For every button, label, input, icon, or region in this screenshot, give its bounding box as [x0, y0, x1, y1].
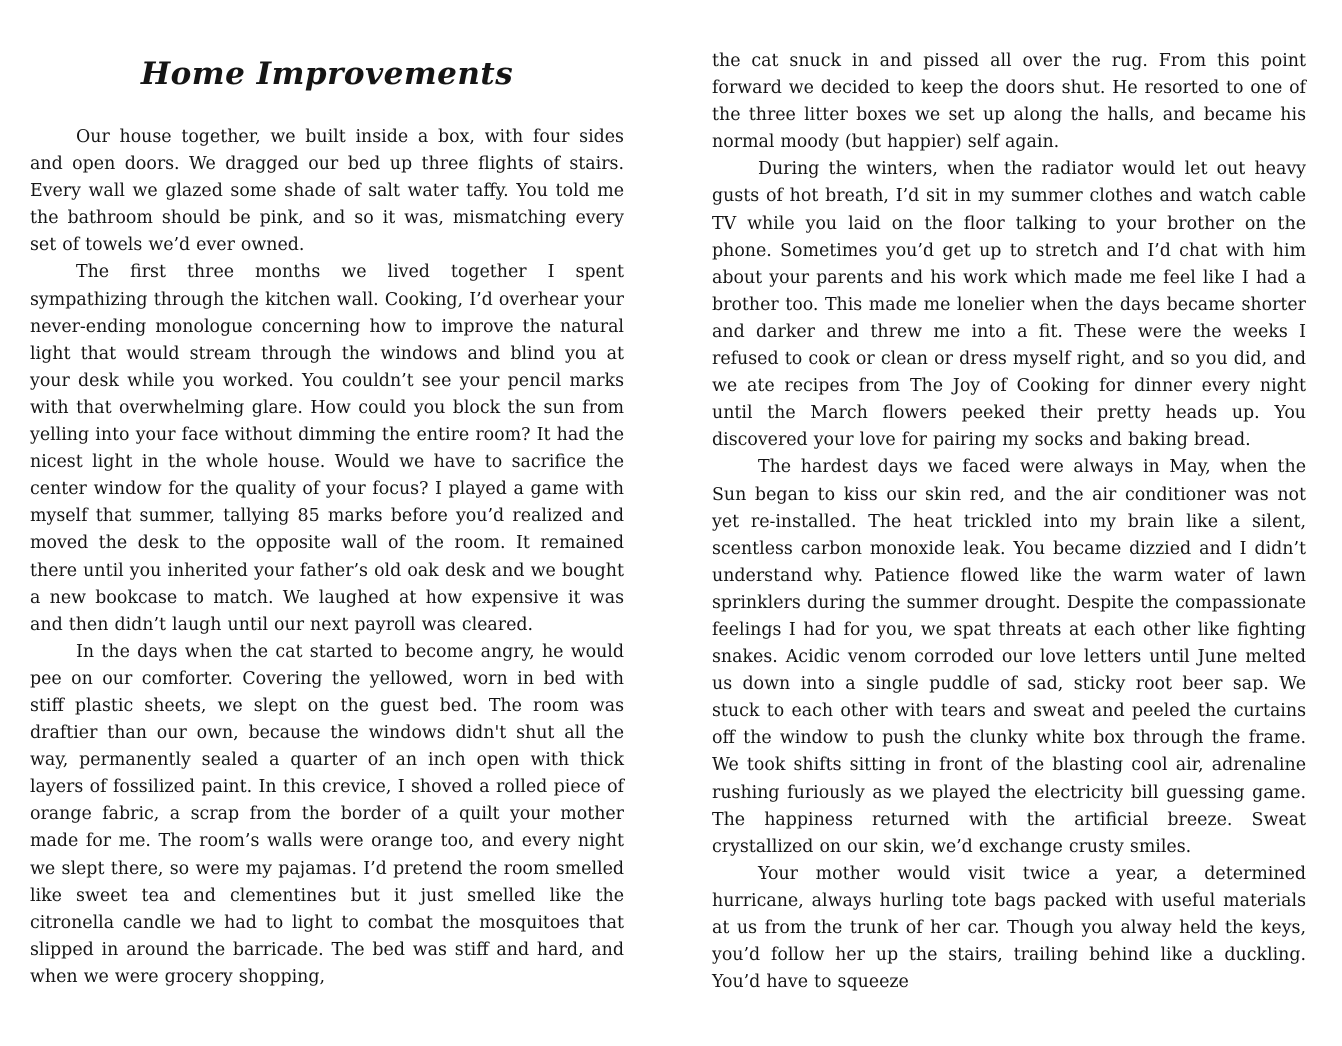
page-title: Home Improvements: [140, 56, 514, 92]
paragraph: Our house together, we built inside a box, with four sides and open doors. We dragged our bed up three flights of stairs. Every wall we glazed some shade of salt water taffy. You told me the bathroom should be pink, and so it was, mismatching every set of towels we’d ever owned.: [30, 127, 624, 256]
paragraph: In the days when the cat started to become angry, he would pee on our comforter. Covering the yellowed, worn in bed with stiff plastic sheets, we slept on the guest bed. The room was draftier than our own, because the windows didn't shut all the way, permanently sealed a quarter of an inch open with thick layers of fossilized paint. In this crevice, I shoved a rolled piece of orange fabric, a scrap from the border of a quilt your mother made for me. The room’s walls were orange too, and every night we slept there, so were my pajamas. I’d pretend the room smelled like sweet tea and clementines but it just smelled like the citronella candle we had to light to combat the mosquitoes that slipped in around the barricade. The bed was stiff and hard, and when we were grocery shopping,: [30, 641, 624, 987]
paragraph: The hardest days we faced were always in May, when the Sun began to kiss our skin red, and the air conditioner was not yet re-installed. The heat trickled into my brain like a silent, scentless carbon monoxide leak. You became dizzied and I didn’t understand why. Patience flowed like the warm water of lawn sprinklers during the summer drought. Despite the compassionate feelings I had for you, we spat threats at each other like fighting snakes. Acidic venom corroded our love letters until June melted us down into a single puddle of sad, sticky root beer sap. We stuck to each other with tears and sweat and peeled the curtains off the window to push the clunky white box through the frame. We took shifts sitting in front of the blasting cool air, adrenaline rushing furiously as we played the electricity bill guessing game. The happiness returned with the artificial breeze. Sweat crystallized on our skin, we’d exchange crusty smiles.: [712, 457, 1306, 857]
left-column: [30, 48, 624, 1016]
right-column: [712, 48, 1306, 1016]
paragraph-continuation: the cat snuck in and pissed all over the rug. From this point forward we decided to keep the doors shut. He resorted to one of the three litter boxes we set up along the halls, and became his normal moody (but happier) self again.: [712, 51, 1306, 153]
paragraph: The first three months we lived together I spent sympathizing through the kitchen wall. Cooking, I’d overhear your never-ending monologue concerning how to improve the natural light that would stream through the windows and blind you at your desk while you worked. You couldn’t see your pencil marks with that overwhelming glare. How could you block the sun from yelling into your face without dimming the entire room? It had the nicest light in the whole house. Would we have to sacrifice the center window for the quality of your focus? I played a game with myself that summer, tallying 85 marks before you’d realized and moved the desk to the opposite wall of the room. It remained there until you inherited your father’s old oak desk and we bought a new bookcase to match. We laughed at how expensive it was and then didn’t laugh until our next payroll was cleared.: [30, 262, 624, 635]
paragraph: Your mother would visit twice a year, a determined hurricane, always hurling tote bags packed with useful materials at us from the trunk of her car. Though you alway held the keys, you’d follow her up the stairs, trailing behind like a duckling. You’d have to squeeze: [712, 863, 1306, 993]
paragraph: During the winters, when the radiator would let out heavy gusts of hot breath, I’d sit in my summer clothes and watch cable TV while you laid on the floor talking to your brother on the phone. Sometimes you’d get up to stretch and I’d chat with him about your parents and his work which made me feel like I had a brother too. This made me lonelier when the days became shorter and darker and threw me into a fit. These were the weeks I refused to cook or clean or dress myself right, and so you did, and we ate recipes from The Joy of Cooking for dinner every night until the March flowers peeked their pretty heads up. You discovered your love for pairing my socks and baking bread.: [712, 159, 1306, 451]
